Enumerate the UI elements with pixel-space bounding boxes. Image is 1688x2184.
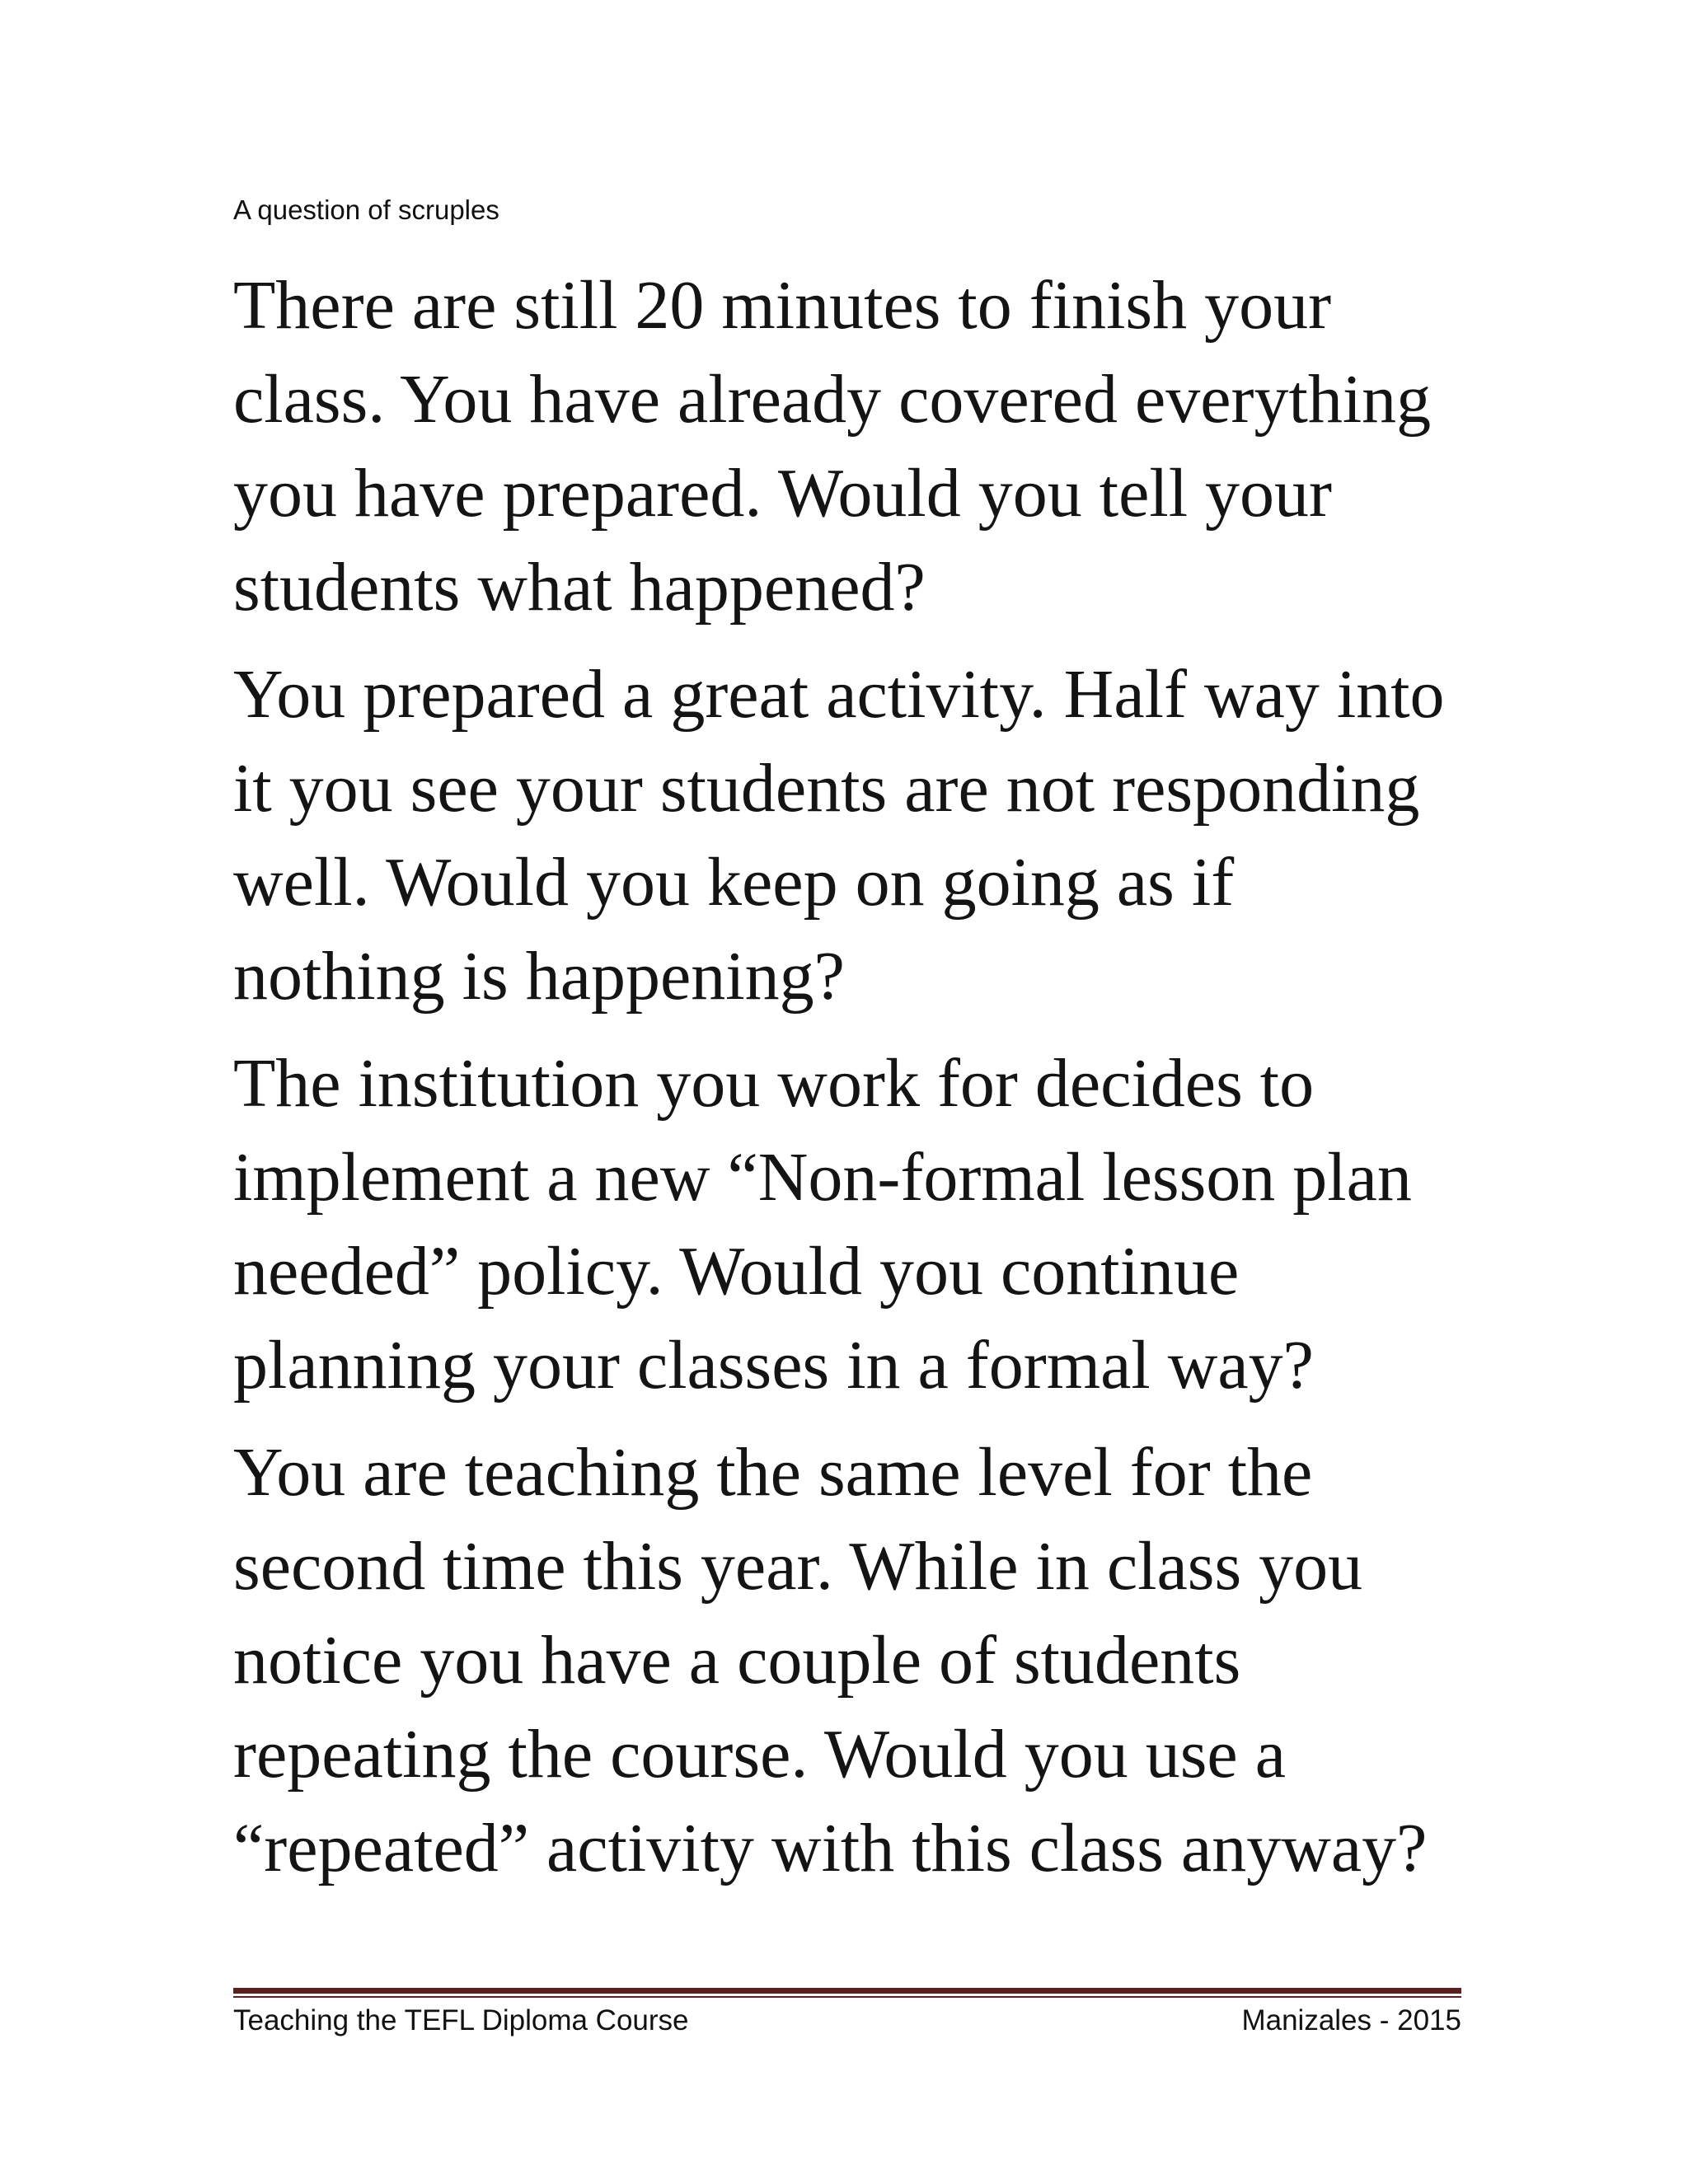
footer-location-year: Manizales - 2015 [1241,2004,1461,2036]
footer-divider [233,1988,1461,1999]
paragraph-1: There are still 20 minutes to finish your class. You have already covered everything you have prepared. Would you tell your students what happened? [233,267,1432,626]
page-heading: A question of scruples [233,194,499,225]
footer-course-title: Teaching the TEFL Diploma Course [233,2004,689,2036]
paragraph-4: You are teaching the same level for the second time this year. While in class you notice you have a couple of students repeating the course. Would you use a “repeated” activity with this class anyway? [233,1434,1428,1886]
footer-divider-thick [233,1988,1461,1994]
body-text [233,259,1470,1909]
paragraph-2: You prepared a great activity. Half way into it you see your students are not responding well. Would you keep on going as if nothing is happening? [233,656,1445,1015]
paragraph-3: The institution you work for decides to implement a new “Non-formal lesson plan needed” policy. Would you continue planning your classes in a formal way? [233,1045,1412,1404]
footer-divider-thin [233,1996,1461,1998]
